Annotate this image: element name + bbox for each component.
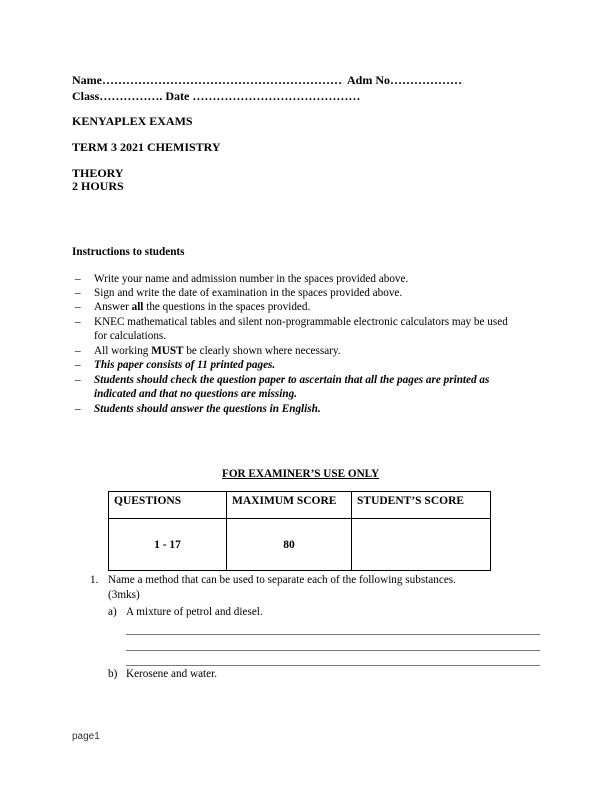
bullet-dash: – bbox=[75, 273, 81, 285]
table-row bbox=[109, 519, 491, 571]
name-field-label: Name…………………………………………………… bbox=[72, 73, 342, 87]
sub-question-text: A mixture of petrol and diesel. bbox=[126, 606, 263, 618]
examiner-use-heading: FOR EXAMINER’S USE ONLY bbox=[222, 468, 380, 480]
column-header-questions: QUESTIONS bbox=[109, 492, 227, 519]
page-number: page1 bbox=[72, 731, 100, 742]
instructions-heading: Instructions to students bbox=[72, 246, 185, 258]
bullet-dash: – bbox=[75, 403, 81, 415]
answer-line[interactable] bbox=[126, 650, 540, 651]
answer-line[interactable] bbox=[126, 634, 540, 635]
students-score-cell[interactable] bbox=[352, 519, 491, 571]
sub-question-label: a) bbox=[108, 606, 117, 618]
question-number: 1. bbox=[90, 574, 99, 586]
bullet-dash: – bbox=[75, 345, 81, 357]
bullet-dash: – bbox=[75, 287, 81, 299]
paper-type: THEORY bbox=[72, 166, 124, 180]
column-header-maximum-score: MAXIMUM SCORE bbox=[227, 492, 352, 519]
exam-term-title: TERM 3 2021 CHEMISTRY bbox=[72, 140, 221, 154]
question-text: Name a method that can be used to separate each of the following substances. bbox=[108, 574, 456, 586]
sub-question-label: b) bbox=[108, 668, 118, 680]
exam-duration: 2 HOURS bbox=[72, 179, 124, 193]
bullet-dash: – bbox=[75, 359, 81, 371]
maximum-score-cell: 80 bbox=[227, 519, 352, 571]
answer-line[interactable] bbox=[126, 665, 540, 666]
column-header-students-score: STUDENT’S SCORE bbox=[352, 492, 491, 519]
question-marks: (3mks) bbox=[108, 589, 140, 601]
examiner-score-table bbox=[108, 491, 491, 571]
table-header-row bbox=[109, 492, 491, 519]
bullet-dash: – bbox=[75, 316, 81, 328]
questions-range-cell: 1 - 17 bbox=[109, 519, 227, 571]
bullet-dash: – bbox=[75, 374, 81, 386]
class-date-field-label: Class……………. Date …………………………………… bbox=[72, 89, 361, 103]
bullet-dash: – bbox=[75, 301, 81, 313]
sub-question-text: Kerosene and water. bbox=[126, 668, 218, 680]
school-name: KENYAPLEX EXAMS bbox=[72, 114, 193, 128]
adm-no-field-label: Adm No……………… bbox=[347, 73, 463, 87]
